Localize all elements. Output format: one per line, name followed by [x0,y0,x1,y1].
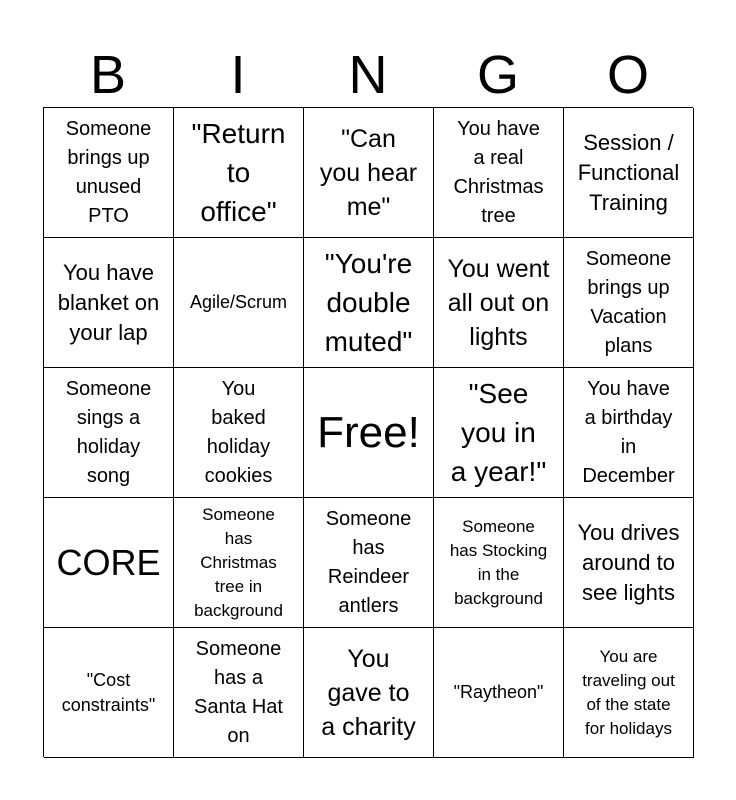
cell-text: Someone brings up Vacation plans [585,247,672,357]
header-letter-g: G [476,45,519,105]
bingo-cell-r3-c1[interactable] [174,498,304,628]
cell-text: "See you in a year!" [450,378,547,487]
cell-text: You went all out on lights [447,254,550,351]
bingo-cell-r2-c1[interactable] [174,368,304,498]
cell-text: Someone brings up unused PTO [65,117,152,227]
cell-text: CORE [56,541,161,583]
bingo-cell-r3-c2[interactable] [304,498,434,628]
bingo-cell-r0-c3[interactable] [434,108,564,238]
cell-text: You drives around to see lights [577,519,680,605]
cell-text: You have a birthday in December [582,377,675,487]
bingo-board [43,107,693,757]
bingo-cell-r1-c0[interactable] [44,238,174,368]
bingo-cell-r4-c1[interactable] [174,628,304,758]
cell-text: "Can you hear me" [319,124,418,221]
bingo-cell-r3-c3[interactable] [434,498,564,628]
header-letter-o: O [606,45,649,105]
bingo-header [43,44,693,106]
header-letter-b: B [89,45,127,105]
bingo-cell-r4-c2[interactable] [304,628,434,758]
header-letter-i: I [230,45,246,105]
cell-text: Session / Functional Training [577,129,680,215]
bingo-cell-r2-c0[interactable] [44,368,174,498]
bingo-cell-r1-c2[interactable] [304,238,434,368]
bingo-cell-r0-c0[interactable] [44,108,174,238]
header-letter-n: N [348,45,388,105]
bingo-cell-r4-c4[interactable] [564,628,694,758]
cell-text: Someone has a Santa Hat on [194,637,283,747]
cell-text: Someone has Stocking in the background [449,516,548,608]
bingo-cell-r1-c3[interactable] [434,238,564,368]
cell-text: You baked holiday cookies [204,377,273,487]
bingo-cell-free[interactable] [304,368,434,498]
cell-text: "Return to office" [191,118,286,227]
bingo-cell-r0-c1[interactable] [174,108,304,238]
cell-text: You have a real Christmas tree [453,117,544,227]
cell-text: Someone has Christmas tree in background [194,504,283,620]
cell-text: You gave to a charity [321,644,416,741]
cell-text: "You're double muted" [324,248,413,357]
bingo-cell-r3-c4[interactable] [564,498,694,628]
bingo-cell-r4-c3[interactable] [434,628,564,758]
cell-text: Free! [317,407,420,457]
bingo-cell-r2-c4[interactable] [564,368,694,498]
bingo-cell-r0-c4[interactable] [564,108,694,238]
cell-text: You are traveling out of the state for holidays [582,646,675,738]
bingo-cell-r1-c1[interactable] [174,238,304,368]
cell-text: You have blanket on your lap [57,259,160,345]
bingo-cell-r4-c0[interactable] [44,628,174,758]
bingo-cell-r1-c4[interactable] [564,238,694,368]
bingo-cell-r3-c0[interactable] [44,498,174,628]
bingo-cell-r0-c2[interactable] [304,108,434,238]
cell-text: "Cost constraints" [61,669,156,715]
cell-text: Agile/Scrum [189,292,288,312]
bingo-cell-r2-c3[interactable] [434,368,564,498]
cell-text: "Raytheon" [453,682,544,702]
cell-text: Someone sings a holiday song [65,377,152,487]
cell-text: Someone has Reindeer antlers [325,507,412,617]
